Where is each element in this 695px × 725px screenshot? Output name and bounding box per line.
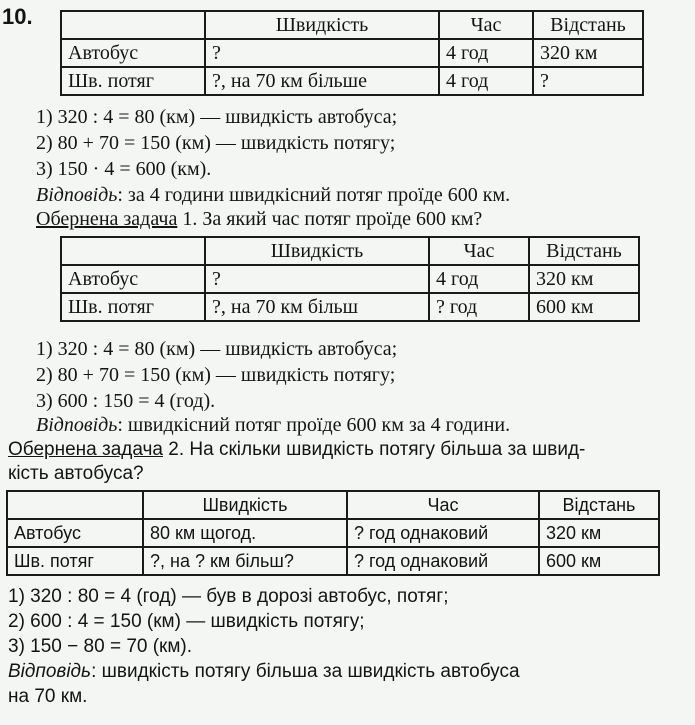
table-cell: 4 год bbox=[439, 39, 533, 67]
table-cell: Шв. потяг bbox=[61, 67, 205, 95]
table-cell: 4 год bbox=[429, 265, 529, 293]
table-2 bbox=[60, 236, 640, 322]
solution-line: 1) 320 : 4 = 80 (км) — швидкість автобуса; bbox=[36, 106, 398, 128]
solution-line: 1) 320 : 4 = 80 (км) — швидкість автобуса; bbox=[36, 338, 398, 360]
solution-line: 3) 600 : 150 = 4 (год). bbox=[36, 390, 216, 412]
answer-label: Відповідь bbox=[36, 184, 118, 206]
table-header-cell: Швидкість bbox=[205, 11, 439, 39]
inverse-task-1 bbox=[36, 206, 482, 232]
inverse-task-number: 2 bbox=[162, 439, 179, 460]
solution-line: 2) 80 + 70 = 150 (км) — швидкість потягу; bbox=[36, 132, 396, 154]
answer-label: Відповідь bbox=[8, 661, 92, 682]
table-header-cell: Відстань bbox=[529, 237, 639, 265]
table-cell: 600 км bbox=[529, 293, 639, 321]
inverse-task-title: Обернена задача bbox=[8, 439, 163, 460]
answer-label: Відповідь bbox=[36, 414, 118, 436]
solution-line: 1) 320 : 80 = 4 (год) — був в дорозі автобус, потяг; bbox=[8, 586, 449, 607]
table-cell: ? год однаковий bbox=[347, 519, 539, 547]
table-header-cell: Час bbox=[429, 237, 529, 265]
solution-line: 2) 80 + 70 = 150 (км) — швидкість потягу; bbox=[36, 364, 396, 386]
table-cell: Шв. потяг bbox=[7, 547, 143, 575]
table-cell: ? год однаковий bbox=[347, 547, 539, 575]
table-row bbox=[61, 39, 643, 67]
table-header-cell: Час bbox=[347, 491, 539, 519]
table-cell: Автобус bbox=[7, 519, 143, 547]
solution-line: 2) 600 : 4 = 150 (км) — швидкість потягу; bbox=[8, 611, 365, 632]
answer-line bbox=[36, 412, 510, 438]
table-cell: ? bbox=[205, 39, 439, 67]
table-cell: ?, на 70 км більше bbox=[205, 67, 439, 95]
answer-line bbox=[8, 659, 520, 685]
inverse-task-number: 1 bbox=[177, 208, 193, 230]
table-header-cell bbox=[7, 491, 143, 519]
table-cell: 320 км bbox=[533, 39, 643, 67]
table-cell: ?, на 70 км більш bbox=[205, 293, 429, 321]
solution-line: 3) 150 − 80 = 70 (км). bbox=[8, 636, 193, 657]
table-header-cell: Швидкість bbox=[143, 491, 347, 519]
table-header-cell: Відстань bbox=[539, 491, 659, 519]
table-row bbox=[61, 67, 643, 95]
table-header-cell: Час bbox=[439, 11, 533, 39]
table-cell: Автобус bbox=[61, 265, 205, 293]
inverse-task-text: . За який час потяг проїде 600 км? bbox=[192, 208, 483, 230]
inverse-task-text: . На скільки швидкість потягу більша за швид- bbox=[178, 439, 586, 460]
inverse-task-2-continued: кість автобуса? bbox=[8, 463, 144, 484]
answer-line bbox=[36, 182, 510, 208]
table-header-cell: Відстань bbox=[533, 11, 643, 39]
table-cell: 4 год bbox=[439, 67, 533, 95]
answer-text: : за 4 години швидкісний потяг проїде 600 км. bbox=[117, 184, 511, 206]
table-row bbox=[7, 547, 659, 575]
table-row bbox=[61, 293, 639, 321]
table-row bbox=[61, 265, 639, 293]
table-cell: 320 км bbox=[529, 265, 639, 293]
answer-text: : швидкісний потяг проїде 600 км за 4 години. bbox=[117, 414, 511, 436]
table-1 bbox=[60, 10, 644, 96]
solution-line: 3) 150 · 4 = 600 (км). bbox=[36, 158, 212, 180]
table-cell: Автобус bbox=[61, 39, 205, 67]
exercise-number: 10. bbox=[2, 4, 33, 29]
table-cell: ? год bbox=[429, 293, 529, 321]
table-header-cell: Швидкість bbox=[205, 237, 429, 265]
inverse-task-title: Обернена задача bbox=[36, 208, 178, 230]
table-cell: 600 км bbox=[539, 547, 659, 575]
table-header-row bbox=[7, 491, 659, 519]
table-cell: ? bbox=[205, 265, 429, 293]
table-cell: 320 км bbox=[539, 519, 659, 547]
answer-text: : швидкість потягу більша за швидкість автобуса bbox=[91, 661, 520, 682]
table-header-cell bbox=[61, 11, 205, 39]
inverse-task-2 bbox=[8, 437, 585, 463]
table-header-cell bbox=[61, 237, 205, 265]
table-3 bbox=[6, 490, 660, 576]
table-row bbox=[7, 519, 659, 547]
table-header-row bbox=[61, 11, 643, 39]
table-cell: ?, на ? км більш? bbox=[143, 547, 347, 575]
table-cell: 80 км щогод. bbox=[143, 519, 347, 547]
table-header-row bbox=[61, 237, 639, 265]
table-cell: Шв. потяг bbox=[61, 293, 205, 321]
table-cell: ? bbox=[533, 67, 643, 95]
answer-line-continued: на 70 км. bbox=[8, 686, 88, 707]
